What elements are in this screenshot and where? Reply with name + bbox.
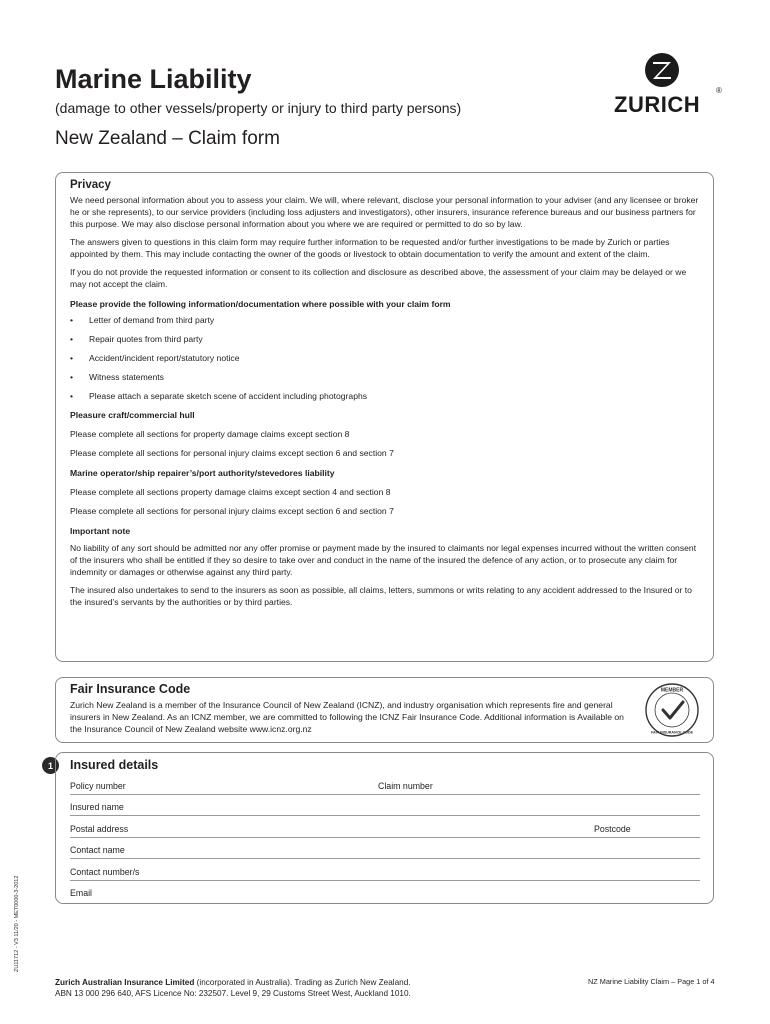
fair-insurance-heading: Fair Insurance Code — [70, 682, 191, 696]
zurich-z-icon — [644, 52, 680, 88]
privacy-heading: Privacy — [70, 179, 111, 191]
zurich-logo — [614, 52, 722, 118]
section-number-badge: 1 — [42, 757, 59, 774]
list-item-text: Letter of demand from third party — [89, 315, 215, 325]
list-item-text: Accident/incident report/statutory notice — [89, 353, 240, 363]
instruction-line: Please complete all sections for property damage claims except section 8 — [70, 429, 350, 439]
instruction-line: Please complete all sections for personal injury claims except section 6 and section 7 — [70, 506, 394, 516]
company-address: ABN 13 000 296 640, AFS Licence No: 232507. Level 9, 29 Customs Street West, Auckland 1010. — [55, 989, 411, 998]
insured-details-section — [55, 752, 714, 904]
insured-fields — [70, 773, 699, 901]
form-title: New Zealand – Claim form — [55, 128, 280, 149]
insured-details-heading: Insured details — [70, 758, 159, 772]
privacy-paragraph: The answers given to questions in this claim form may require further information to be requested and/or further investigations to be made by Zurich or parties appointed by them. This may include contacting the owner of the goods or livestock to obtain documentation to verify the amount and extent of the claim. — [70, 237, 670, 259]
important-paragraph: The insured also undertakes to send to the insurers as soon as possible, all claims, letters, summons or writs relating to any accident addressed to the Insured or to the insured’s servants by the authorities or by third parties. — [70, 585, 692, 607]
bullet-icon: • — [70, 391, 74, 401]
contact-numbers-field[interactable] — [70, 859, 700, 881]
bullet-icon: • — [70, 353, 74, 363]
contact-name-label: Contact name — [70, 845, 125, 855]
company-description: (incorporated in Australia). Trading as Zurich New Zealand. — [194, 978, 411, 987]
pleasure-craft-heading: Pleasure craft/commercial hull — [70, 410, 195, 420]
page-title: Marine Liability — [55, 64, 252, 94]
list-item — [70, 371, 699, 383]
footer-company-info — [55, 977, 411, 999]
badge-top-text: MEMBER — [660, 687, 684, 694]
logo-wordmark: ZURICH — [614, 92, 701, 117]
contact-numbers-label: Contact number/s — [70, 866, 140, 877]
postal-address-field[interactable] — [70, 816, 700, 838]
privacy-section — [55, 172, 714, 662]
policy-number-label: Policy number — [70, 780, 126, 791]
form-code: ZU11712 - V3 11/20 - MET0000-3-2012 — [14, 875, 20, 972]
important-paragraph: No liability of any sort should be admitted nor any offer promise or payment made by the insured to claimants nor legal expenses incurred without the written consent of the insurers who shall be entitled if they so desire to take over and conduct in the name of the insured the defence of any action, or to prosecute any claim for indemnity or damages or otherwise against any third party. — [70, 543, 697, 577]
page-subtitle: (damage to other vessels/property or injury to third party persons) — [55, 100, 462, 116]
bullet-icon: • — [70, 372, 74, 382]
badge-bottom-text: FAIR INSURANCE CODE — [651, 730, 693, 735]
contact-name-field[interactable] — [70, 838, 700, 860]
list-item-text: Witness statements — [89, 372, 164, 382]
instruction-line: Please complete all sections property damage claims except section 4 and section 8 — [70, 487, 391, 497]
bullet-icon: • — [70, 334, 74, 344]
page-number: NZ Marine Liability Claim – Page 1 of 4 — [588, 977, 715, 986]
claim-number-label: Claim number — [378, 780, 433, 791]
fair-insurance-section — [55, 677, 714, 743]
documents-list — [70, 314, 699, 402]
list-item — [70, 390, 699, 402]
list-item — [70, 352, 699, 364]
bullet-icon: • — [70, 315, 74, 325]
policy-claim-row[interactable] — [70, 773, 700, 795]
privacy-paragraph: If you do not provide the requested information or consent to its collection and disclosure as described above, the assessment of your claim may be delayed or we may not accept the claim. — [70, 267, 687, 289]
important-note-heading: Important note — [70, 526, 131, 536]
privacy-paragraph: We need personal information about you to assess your claim. We will, where relevant, disclose your personal information to your adviser (and any licensee or broker he or she represents), to our service providers (including loss adjusters and investigators), other insurers, insurance reference bureaus and our business partners for this purpose. We may also disclose personal information about you where we are required or permitted to do so by law. — [70, 195, 699, 229]
list-item — [70, 314, 699, 326]
operator-heading: Marine operator/ship repairer’s/port authority/stevedores liability — [70, 468, 335, 478]
company-name: Zurich Australian Insurance Limited — [55, 978, 195, 987]
registered-mark: ® — [716, 86, 722, 95]
postal-address-label: Postal address — [70, 823, 129, 834]
fair-insurance-badge-icon — [644, 682, 700, 738]
fair-insurance-text: Zurich New Zealand is a member of the Insurance Council of New Zealand (ICNZ), and industry organisation which represents fire and general insurers in New Zealand. As an ICNZ member, we are committed to following the ICNZ Fair Insurance Code. Additional information is Available on the Insurance Council of New Zealand website www.icnz.org.nz — [70, 700, 624, 734]
email-label: Email — [70, 888, 92, 898]
documents-heading: Please provide the following information/documentation where possible with your claim form — [70, 299, 451, 309]
instruction-line: Please complete all sections for personal injury claims except section 6 and section 7 — [70, 448, 394, 458]
list-item — [70, 333, 699, 345]
list-item-text: Please attach a separate sketch scene of accident including photographs — [89, 391, 368, 401]
insured-name-label: Insured name — [70, 802, 124, 812]
postcode-label: Postcode — [594, 823, 631, 834]
insured-name-field[interactable] — [70, 795, 700, 817]
email-field[interactable] — [70, 881, 700, 902]
list-item-text: Repair quotes from third party — [89, 334, 203, 344]
